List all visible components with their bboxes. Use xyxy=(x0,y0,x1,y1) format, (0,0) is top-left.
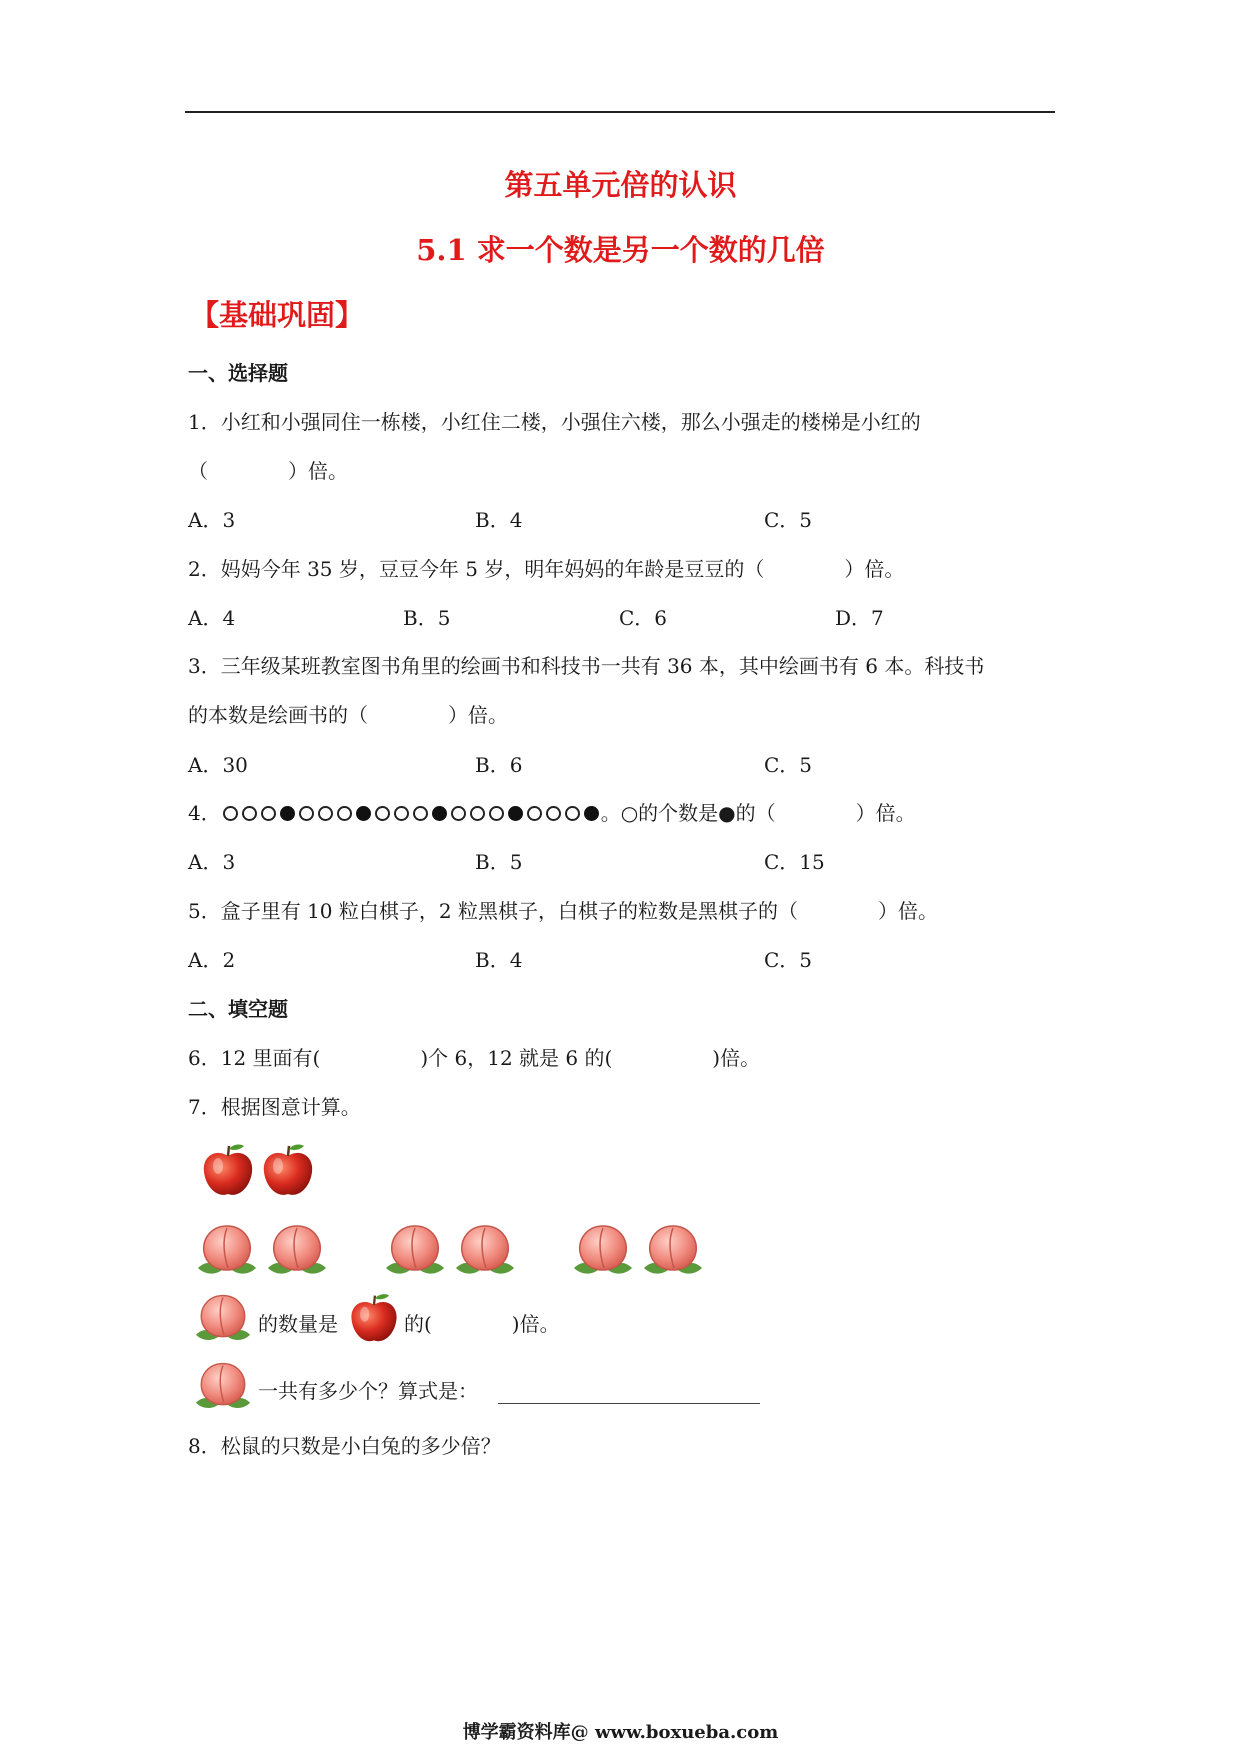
q3-option-a: A．30 xyxy=(188,753,248,777)
q4-option-c: C．15 xyxy=(764,850,825,874)
answer-blank-line xyxy=(498,1403,760,1404)
hollow-circle xyxy=(546,806,561,821)
hollow-circle xyxy=(527,806,542,821)
peach-icon xyxy=(190,1290,256,1346)
q5-option-a: A．2 xyxy=(188,948,236,972)
q4-option-b: B．5 xyxy=(475,850,523,874)
hollow-circle xyxy=(223,806,238,821)
peach-icon xyxy=(450,1220,520,1280)
hollow-circle xyxy=(318,806,333,821)
filled-circle xyxy=(280,806,295,821)
q4-number: 4． xyxy=(188,801,221,825)
question-1-line2: （ ）倍。 xyxy=(188,459,348,483)
hollow-circle xyxy=(565,806,580,821)
circle-sequence xyxy=(221,801,601,825)
question-8-line1: 8．松鼠的只数是小白兔的多少倍？ xyxy=(188,1434,501,1458)
hollow-circle xyxy=(261,806,276,821)
filled-circle xyxy=(584,806,599,821)
question-3-line2: 的本数是绘画书的（ ）倍。 xyxy=(188,703,508,727)
peach-icon xyxy=(192,1220,262,1280)
q2-option-b: B．5 xyxy=(403,606,451,630)
unit-title: 第五单元倍的认识 xyxy=(504,168,737,202)
question-1-line1: 1．小红和小强同住一栋楼，小红住二楼，小强住六楼，那么小强走的楼梯是小红的 xyxy=(188,410,921,434)
q3-option-c: C．5 xyxy=(764,753,813,777)
q5-option-b: B．4 xyxy=(475,948,523,972)
peach-icon xyxy=(380,1220,450,1280)
q7-text-a: 的数量是 xyxy=(258,1312,338,1336)
q2-option-a: A．4 xyxy=(188,606,236,630)
lesson-title: 5.1 求一个数是另一个数的几倍 xyxy=(416,233,825,267)
q2-option-d: D．7 xyxy=(835,606,884,630)
peach-icon xyxy=(190,1358,256,1414)
question-4-line1 xyxy=(188,797,916,826)
question-6-line1: 6．12 里面有( )个 6，12 就是 6 的( )倍。 xyxy=(188,1046,761,1070)
apple-icon xyxy=(346,1290,402,1346)
peach-icon xyxy=(568,1220,638,1280)
q3-option-b: B．6 xyxy=(475,753,523,777)
hollow-circle xyxy=(489,806,504,821)
peach-icon xyxy=(262,1220,332,1280)
q7-text-b: 的( )倍。 xyxy=(404,1312,560,1336)
q1-option-b: B．4 xyxy=(475,508,523,532)
hollow-circle xyxy=(337,806,352,821)
hollow-circle xyxy=(470,806,485,821)
hollow-circle xyxy=(299,806,314,821)
apple-icon xyxy=(258,1140,318,1200)
q7-text-c: 一共有多少个？算式是： xyxy=(258,1379,478,1403)
hollow-circle xyxy=(242,806,257,821)
hollow-circle xyxy=(451,806,466,821)
header-rule xyxy=(185,111,1055,113)
q4-question-text: 。○的个数是●的（ ）倍。 xyxy=(600,801,916,825)
q4-option-a: A．3 xyxy=(188,850,236,874)
apple-icon xyxy=(198,1140,258,1200)
hollow-circle xyxy=(394,806,409,821)
question-3-line1: 3．三年级某班教室图书角里的绘画书和科技书一共有 36 本，其中绘画书有 6 本。科技书 xyxy=(188,654,985,678)
footer-watermark: 博学霸资料库@ www.boxueba.com xyxy=(462,1722,779,1743)
filled-circle xyxy=(508,806,523,821)
filled-circle xyxy=(432,806,447,821)
filled-circle xyxy=(356,806,371,821)
hollow-circle xyxy=(413,806,428,821)
question-2-line1: 2．妈妈今年 35 岁，豆豆今年 5 岁，明年妈妈的年龄是豆豆的（ ）倍。 xyxy=(188,557,905,581)
section-fill: 二、填空题 xyxy=(188,997,288,1021)
section-basic: 【基础巩固】 xyxy=(190,298,365,332)
q5-option-c: C．5 xyxy=(764,948,813,972)
section-choice: 一、选择题 xyxy=(188,361,288,385)
question-5-line1: 5．盒子里有 10 粒白棋子，2 粒黑棋子，白棋子的粒数是黑棋子的（ ）倍。 xyxy=(188,899,938,923)
hollow-circle xyxy=(375,806,390,821)
question-7-line1: 7．根据图意计算。 xyxy=(188,1095,361,1119)
peach-icon xyxy=(638,1220,708,1280)
q1-option-c: C．5 xyxy=(764,508,813,532)
q1-option-a: A．3 xyxy=(188,508,236,532)
q2-option-c: C．6 xyxy=(619,606,668,630)
